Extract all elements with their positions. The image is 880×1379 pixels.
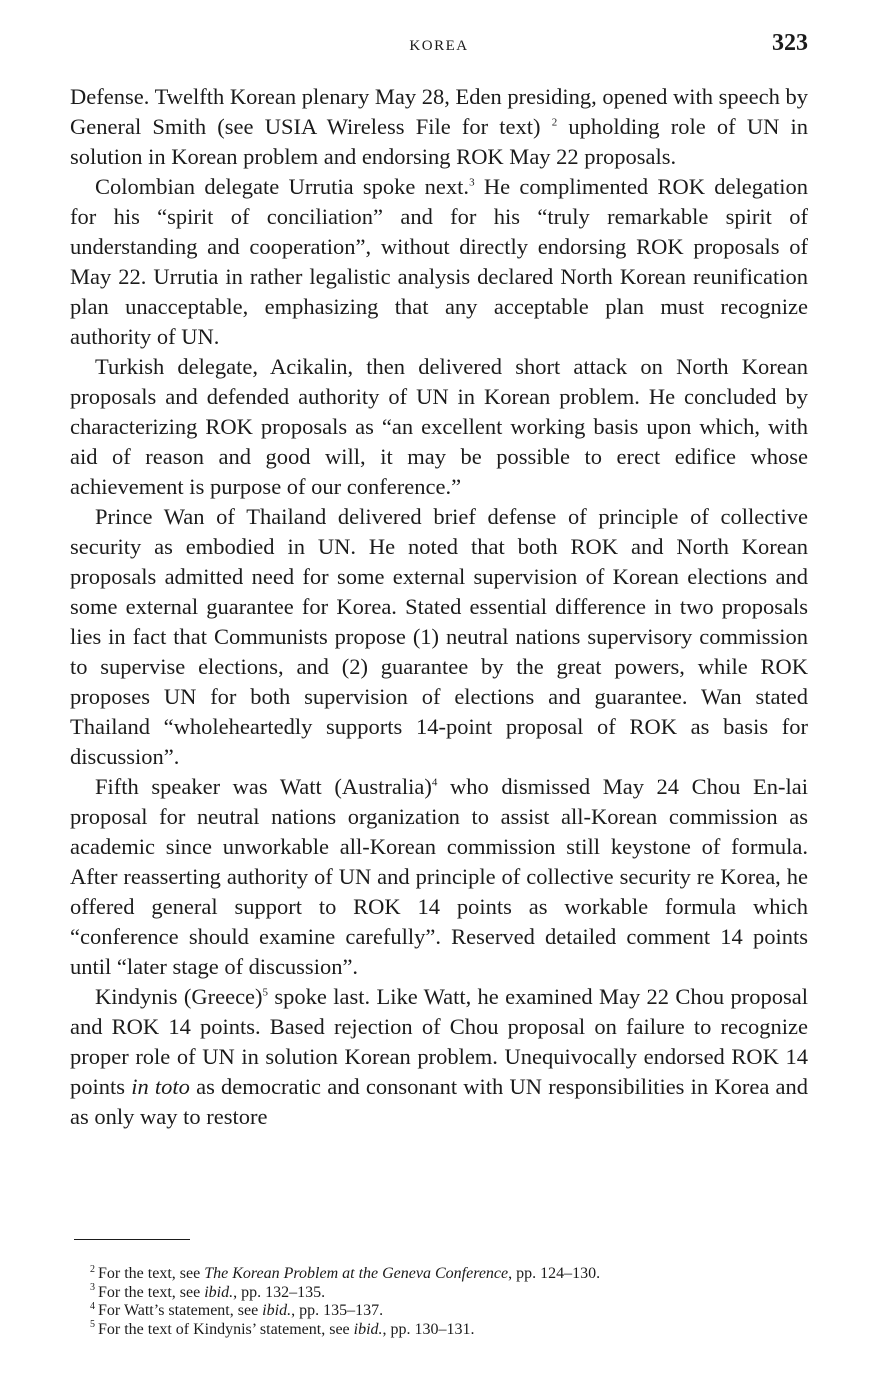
paragraph-1 — [70, 82, 808, 172]
footnote-title: ibid. — [353, 1320, 383, 1338]
footnote-title: ibid. — [204, 1283, 234, 1301]
running-head: KOREA — [409, 38, 469, 54]
footnote-text: , pp. 124–130. — [508, 1265, 601, 1282]
footnote-title: The Korean Problem at the Geneva Conference — [204, 1265, 509, 1282]
footnote-ref: 3 — [469, 176, 475, 189]
paragraph-4 — [70, 502, 808, 772]
footnote-ref: 4 — [431, 776, 438, 789]
footnote-text: For the text, see — [98, 1265, 205, 1282]
page-number: 323 — [772, 30, 808, 56]
footnote-ref: 5 — [262, 986, 269, 999]
footnote-mark: 3 — [90, 1282, 95, 1294]
paragraph-text: Defense. Twelfth Korean plenary May 28, Eden presiding, opened with speech by General Smith (see USIA Wireless File for text) — [70, 84, 808, 139]
footnote-mark: 2 — [90, 1263, 95, 1275]
body-text — [70, 82, 808, 1132]
footnote-mark: 5 — [90, 1319, 95, 1331]
footnote-divider — [74, 1239, 190, 1240]
italic-phrase: in toto — [131, 1074, 190, 1099]
footnote-text: , pp. 135–137. — [291, 1302, 384, 1319]
paragraph-text: Colombian delegate Urrutia spoke next. — [95, 174, 470, 199]
paragraph-5 — [70, 772, 808, 982]
paragraph-text: spoke last. Like Watt, he examined May 22 Chou proposal and ROK 14 points. Based rejection of Chou proposal on failure to recognize proper role of UN in solution Korean problem. Unequivocally endorsed ROK 14 points — [70, 984, 808, 1099]
paragraph-text: Kindynis (Greece) — [95, 984, 263, 1009]
paragraph-3 — [70, 352, 808, 502]
paragraph-text: upholding role of UN in solution in Korean problem and endorsing ROK May 22 proposals. — [70, 114, 808, 169]
page-header — [70, 30, 808, 66]
footnote-text: For the text, see — [98, 1283, 205, 1301]
footnote-mark: 4 — [90, 1300, 95, 1312]
paragraph-text: He complimented ROK delegation for his “spirit of conciliation” and for his “truly remarkable spirit of understanding and cooperation”, without directly endorsing ROK proposals of May 22. Urrutia in rather legalistic analysis declared North Korean reunification plan unacceptable, emphasizing that any acceptable plan must recognize authority of UN. — [70, 174, 809, 349]
footnote-text: , pp. 130–131. — [382, 1320, 475, 1338]
footnote-ref: 2 — [551, 116, 558, 129]
footnote-text: For the text of Kindynis’ statement, see — [98, 1320, 354, 1338]
paragraph-text: Fifth speaker was Watt (Australia) — [95, 774, 432, 799]
footnote-text: For Watt’s statement, see — [98, 1302, 263, 1319]
paragraph-2 — [70, 172, 808, 352]
footnotes — [90, 1265, 820, 1339]
paragraph-text: Turkish delegate, Acikalin, then delivered short attack on North Korean proposals and defended authority of UN in Korean problem. He concluded by characterizing ROK proposals as “an excellent working basis upon which, with aid of reason and good will, it may be possible to erect edifice whose achievement is purpose of our conference.” — [70, 354, 808, 499]
paragraph-text: Prince Wan of Thailand delivered brief defense of principle of collective security as embodied in UN. He noted that both ROK and North Korean proposals admitted need for some external supervision of Korean elections and some external guarantee for Korea. Stated essential difference in two proposals lies in fact that Communists propose (1) neutral nations supervisory commission to supervise elections, and (2) guarantee by the great powers, while ROK proposes UN for both supervision of elections and guarantee. Wan stated Thailand “wholeheartedly supports 14-point proposal of ROK as basis for discussion”. — [70, 504, 808, 769]
footnote — [90, 1284, 820, 1303]
paragraph-text: who dismissed May 24 Chou En-lai proposal for neutral nations organization to assist all-Korean commission as academic since unworkable all-Korean commission still keystone of formula. After reasserting authority of UN and principle of collective security re Korea, he offered general support to ROK 14 points as workable formula which “conference should examine carefully”. Reserved detailed comment 14 points until “later stage of discussion”. — [70, 774, 809, 979]
paragraph-6 — [70, 982, 808, 1132]
footnote — [90, 1265, 820, 1284]
footnote — [90, 1302, 820, 1321]
footnote — [90, 1321, 820, 1340]
footnote-title: ibid. — [262, 1302, 292, 1319]
paragraph-text: as democratic and consonant with UN responsibilities in Korea and as only way to restore — [70, 1074, 808, 1129]
footnote-text: , pp. 132–135. — [233, 1283, 326, 1301]
